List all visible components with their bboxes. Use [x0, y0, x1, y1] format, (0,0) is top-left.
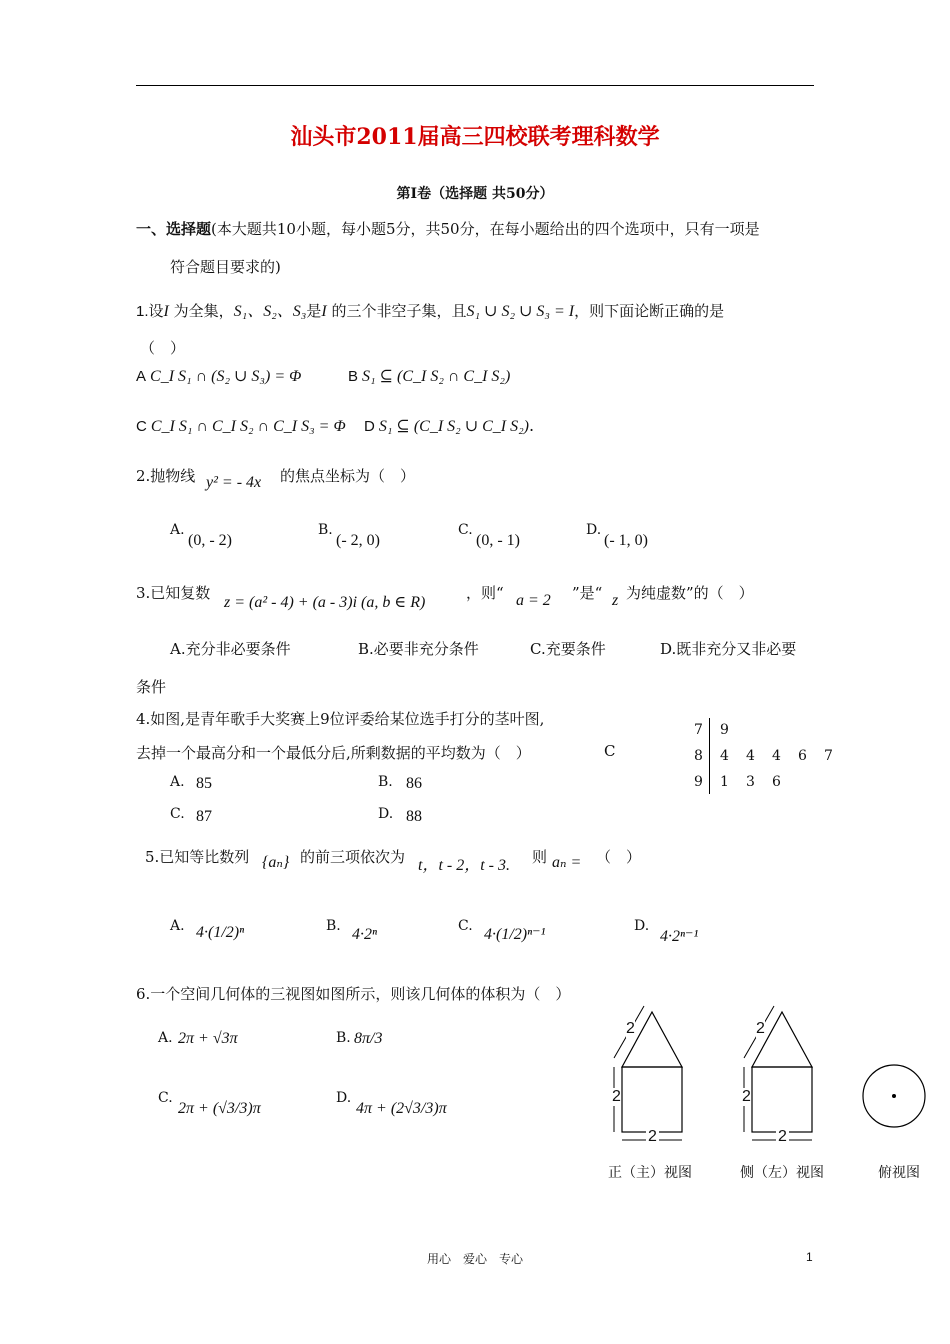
q6-option-b-value: 8π/3 [354, 1030, 383, 1047]
q2-option-b-value: (- 2, 0) [336, 532, 380, 549]
q5-option-c-label: C. [458, 918, 473, 934]
q5-option-b-label: B. [326, 918, 341, 934]
q5-option-d-value: 4·2ⁿ⁻¹ [660, 928, 699, 945]
stem-7: 7 [694, 722, 703, 738]
q1-var-i: I [163, 303, 169, 320]
q3-option-d: D.既非充分又非必要 [660, 640, 797, 658]
q1-sets: S₁、S₂、S₃ [233, 303, 307, 320]
q1-stem [136, 298, 724, 321]
side-view-dim-slant-label: 2 [756, 1020, 765, 1037]
leaf: 1 [720, 774, 729, 790]
front-view-label: 正（主）视图 [608, 1165, 692, 1181]
q5-an: aₙ = [552, 854, 582, 871]
q2-option-c-value: (0, - 1) [476, 532, 520, 549]
q1-option-a-label: A [136, 368, 147, 385]
q2-text-2: 的焦点坐标为（ ） [280, 467, 416, 485]
part-heading: 一、选择题 [136, 220, 212, 238]
leaf: 4 [772, 748, 781, 764]
q4-option-b-value: 86 [406, 775, 422, 792]
side-view-rect [752, 1067, 812, 1132]
side-view-label: 侧（左）视图 [740, 1165, 824, 1181]
q3-option-d-wrap: 条件 [136, 678, 167, 696]
front-view-dim-height-label: 2 [612, 1088, 621, 1105]
q6-option-b-label: B. [336, 1030, 351, 1046]
side-view-dim-width-label: 2 [778, 1128, 787, 1145]
q1-option-d-label: D [364, 418, 375, 435]
leaf: 4 [746, 748, 755, 764]
stem-leaf-divider [709, 718, 710, 794]
q3-text-2: ，则“ [466, 584, 504, 602]
q1-option-b-label: B [348, 368, 359, 385]
q2-option-d-label: D. [586, 522, 602, 538]
q1-option-b [348, 366, 510, 386]
q6-option-a-label: A. [158, 1030, 173, 1046]
q1-end: . [529, 416, 535, 435]
q2-option-b-label: B. [318, 522, 333, 538]
q1-number: 1.设 [136, 303, 164, 320]
q1-option-a [136, 366, 301, 386]
q4-line-1: 4.如图,是青年歌手大奖赛上9位评委给某位选手打分的茎叶图, [136, 710, 545, 728]
q5-terms: t，t - 2，t - 3. [418, 857, 510, 874]
top-view-center [892, 1094, 896, 1098]
leaf: 6 [798, 748, 807, 764]
q1-condition: S₁ ∪ S₂ ∪ S₃ = I [466, 303, 575, 320]
section-title: 第Ⅰ卷（选择题 共50分） [396, 186, 554, 202]
q5-option-a-value: 4·(1/2)ⁿ [196, 924, 245, 941]
q2-option-d-value: (- 1, 0) [604, 532, 648, 549]
q5-paren: （ ） [596, 848, 642, 866]
q4-option-c-label: C. [170, 806, 185, 822]
q1-option-c-value: C_I S₁ ∩ C_I S₂ ∩ C_I S₃ = Φ [150, 418, 346, 435]
q3-condition: a = 2 [516, 592, 551, 609]
q5-text-2: 的前三项依次为 [300, 848, 406, 866]
q5-option-c-value: 4·(1/2)ⁿ⁻¹ [484, 926, 546, 943]
q4-option-d-value: 88 [406, 808, 422, 825]
page-title: 汕头市2011届高三四校联考理科数学 [290, 124, 660, 150]
stem-leaf-plot [690, 718, 840, 798]
stem-8: 8 [694, 748, 703, 764]
q3-var-z: z [612, 592, 619, 609]
top-view-figure [860, 1062, 930, 1132]
front-view-dim-width-label: 2 [648, 1128, 657, 1145]
q3-equation: z = (a² - 4) + (a - 3)i (a, b ∈ R) [224, 594, 426, 611]
q5-sequence: {aₙ} [262, 854, 290, 871]
q1-text-a: 为全集， [173, 302, 234, 320]
front-view-dim-slant-label: 2 [626, 1020, 635, 1037]
q4-option-b-label: B. [378, 774, 393, 790]
q1-text-d: ，则下面论断正确的是 [574, 302, 725, 320]
q3-text-4: 为纯虚数”的（ ） [626, 584, 754, 602]
part-heading-line [136, 218, 760, 239]
q5-number: 5.已知等比数列 [145, 848, 250, 866]
leaf: 3 [746, 774, 755, 790]
q3-option-b: B.必要非充分条件 [358, 640, 479, 658]
leaf: 7 [824, 748, 833, 764]
part-desc: (本大题共10小题，每小题5分，共50分，在每小题给出的四个选项中，只有一项是 [211, 220, 760, 238]
page-number: 1 [806, 1250, 813, 1264]
q6-option-a-value: 2π + √3π [178, 1030, 238, 1047]
q1-var-i-2: I [321, 303, 327, 320]
q1-option-c-label: C [136, 418, 147, 435]
q1-option-d-value: S₁ ⊆ (C_I S₂ ∪ C_I S₂) [378, 418, 529, 435]
q6-option-c-value: 2π + (√3/3)π [178, 1100, 261, 1117]
q1-option-b-value: S₁ ⊆ (C_I S₂ ∩ C_I S₂) [362, 368, 511, 385]
q1-option-d [364, 416, 534, 436]
q1-text-c: 的三个非空子集，且 [331, 302, 467, 320]
q2-text: 2.抛物线 [136, 467, 196, 485]
q6-stem: 6.一个空间几何体的三视图如图所示，则该几何体的体积为（ ） [136, 985, 571, 1003]
q4-option-d-label: D. [378, 806, 394, 822]
part-desc-2: 符合题目要求的) [170, 258, 281, 276]
q6-option-c-label: C. [158, 1090, 173, 1106]
q4-option-a-label: A. [170, 774, 185, 790]
q6-option-d-label: D. [336, 1090, 352, 1106]
q3-option-a: A.充分非必要条件 [170, 640, 291, 658]
q2-equation: y² = - 4x [206, 474, 262, 491]
q5-text-3: 则 [532, 848, 548, 866]
q2-option-a-value: (0, - 2) [188, 532, 232, 549]
q3-number: 3.已知复数 [136, 584, 211, 602]
q5-option-b-value: 4·2ⁿ [352, 926, 378, 943]
q2-option-a-label: A. [170, 522, 185, 538]
leaf: 6 [772, 774, 781, 790]
q3-text-3: ”是“ [572, 584, 603, 602]
q1-paren: （ ） [140, 339, 186, 357]
side-view-dim-height-label: 2 [742, 1088, 751, 1105]
q5-option-d-label: D. [634, 918, 650, 934]
q6-option-d-value: 4π + (2√3/3)π [356, 1100, 447, 1117]
q1-text-b: 是 [306, 302, 322, 320]
leaf: 4 [720, 748, 729, 764]
top-view-label: 俯视图 [878, 1165, 920, 1181]
q4-answer: C [604, 742, 616, 760]
q5-option-a-label: A. [170, 918, 185, 934]
q4-option-c-value: 87 [196, 808, 212, 825]
q1-option-a-value: C_I S₁ ∩ (S₂ ∪ S₃) = Φ [150, 368, 302, 385]
top-rule [136, 85, 814, 86]
q1-option-c [136, 416, 346, 436]
front-view-rect [622, 1067, 682, 1132]
q3-option-c: C.充要条件 [530, 640, 606, 658]
q2-option-c-label: C. [458, 522, 473, 538]
q4-option-a-value: 85 [196, 775, 212, 792]
leaf: 9 [720, 722, 729, 738]
q4-line-2: 去掉一个最高分和一个最低分后,所剩数据的平均数为（ ） [136, 744, 531, 762]
footer-motto: 用心 爱心 专心 [426, 1252, 523, 1266]
stem-9: 9 [694, 774, 703, 790]
q2-stem [136, 465, 195, 486]
